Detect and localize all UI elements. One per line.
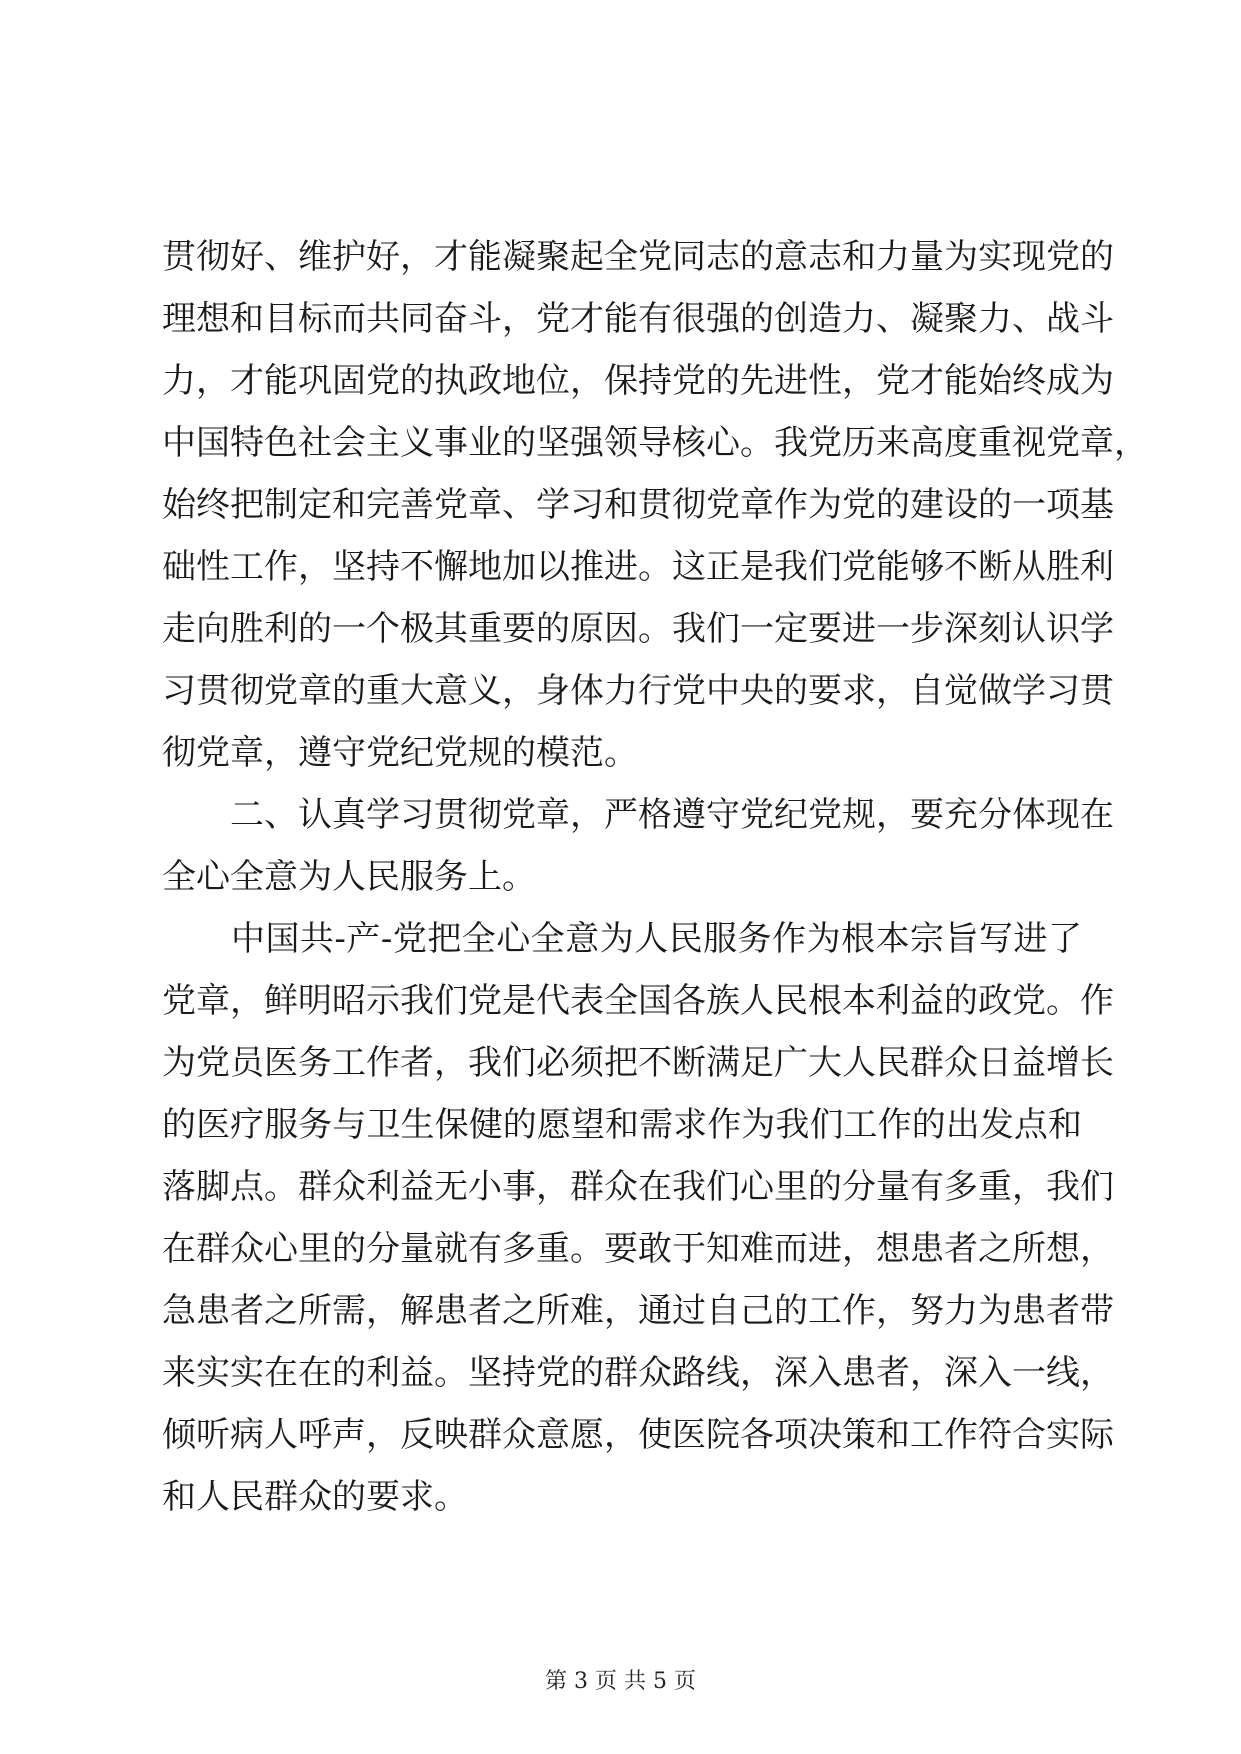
text-line: 习贯彻党章的重大意义，身体力行党中央的要求，自觉做学习贯 <box>162 671 1114 711</box>
page-footer: 第 3 页 共 5 页 <box>545 1669 696 1694</box>
text-line: 倾听病人呼声，反映群众意愿，使医院各项决策和工作符合实际 <box>162 1415 1114 1455</box>
text-line: 党章，鲜明昭示我们党是代表全国各族人民根本利益的政党。作 <box>162 981 1114 1021</box>
text-line: 二、认真学习贯彻党章，严格遵守党纪党规，要充分体现在 <box>162 795 1114 835</box>
text-line: 始终把制定和完善党章、学习和贯彻党章作为党的建设的一项基 <box>162 485 1114 525</box>
text-line: 理想和目标而共同奋斗，党才能有很强的创造力、凝聚力、战斗 <box>162 299 1114 339</box>
text-line: 全心全意为人民服务上。 <box>162 857 536 897</box>
text-line: 落脚点。群众利益无小事，群众在我们心里的分量有多重，我们 <box>162 1167 1114 1207</box>
text-line: 力，才能巩固党的执政地位，保持党的先进性，党才能始终成为 <box>162 361 1114 401</box>
text-line: 中国共-产-党把全心全意为人民服务作为根本宗旨写进了 <box>162 919 1082 959</box>
text-line: 急患者之所需，解患者之所难，通过自己的工作，努力为患者带 <box>162 1291 1114 1331</box>
text-line: 在群众心里的分量就有多重。要敢于知难而进，想患者之所想， <box>162 1229 1114 1269</box>
text-line: 彻党章，遵守党纪党规的模范。 <box>162 733 638 773</box>
text-line: 和人民群众的要求。 <box>162 1477 468 1517</box>
body-text <box>162 226 1148 1528</box>
text-line: 来实实在在的利益。坚持党的群众路线，深入患者，深入一线， <box>162 1353 1114 1393</box>
text-line: 础性工作，坚持不懈地加以推进。这正是我们党能够不断从胜利 <box>162 547 1114 587</box>
text-line: 的医疗服务与卫生保健的愿望和需求作为我们工作的出发点和 <box>162 1105 1082 1145</box>
text-line: 中国特色社会主义事业的坚强领导核心。我党历来高度重视党章， <box>162 423 1148 463</box>
text-line: 走向胜利的一个极其重要的原因。我们一定要进一步深刻认识学 <box>162 609 1114 649</box>
text-line: 为党员医务工作者，我们必须把不断满足广大人民群众日益增长 <box>162 1043 1114 1083</box>
text-line: 贯彻好、维护好，才能凝聚起全党同志的意志和力量为实现党的 <box>162 237 1114 277</box>
